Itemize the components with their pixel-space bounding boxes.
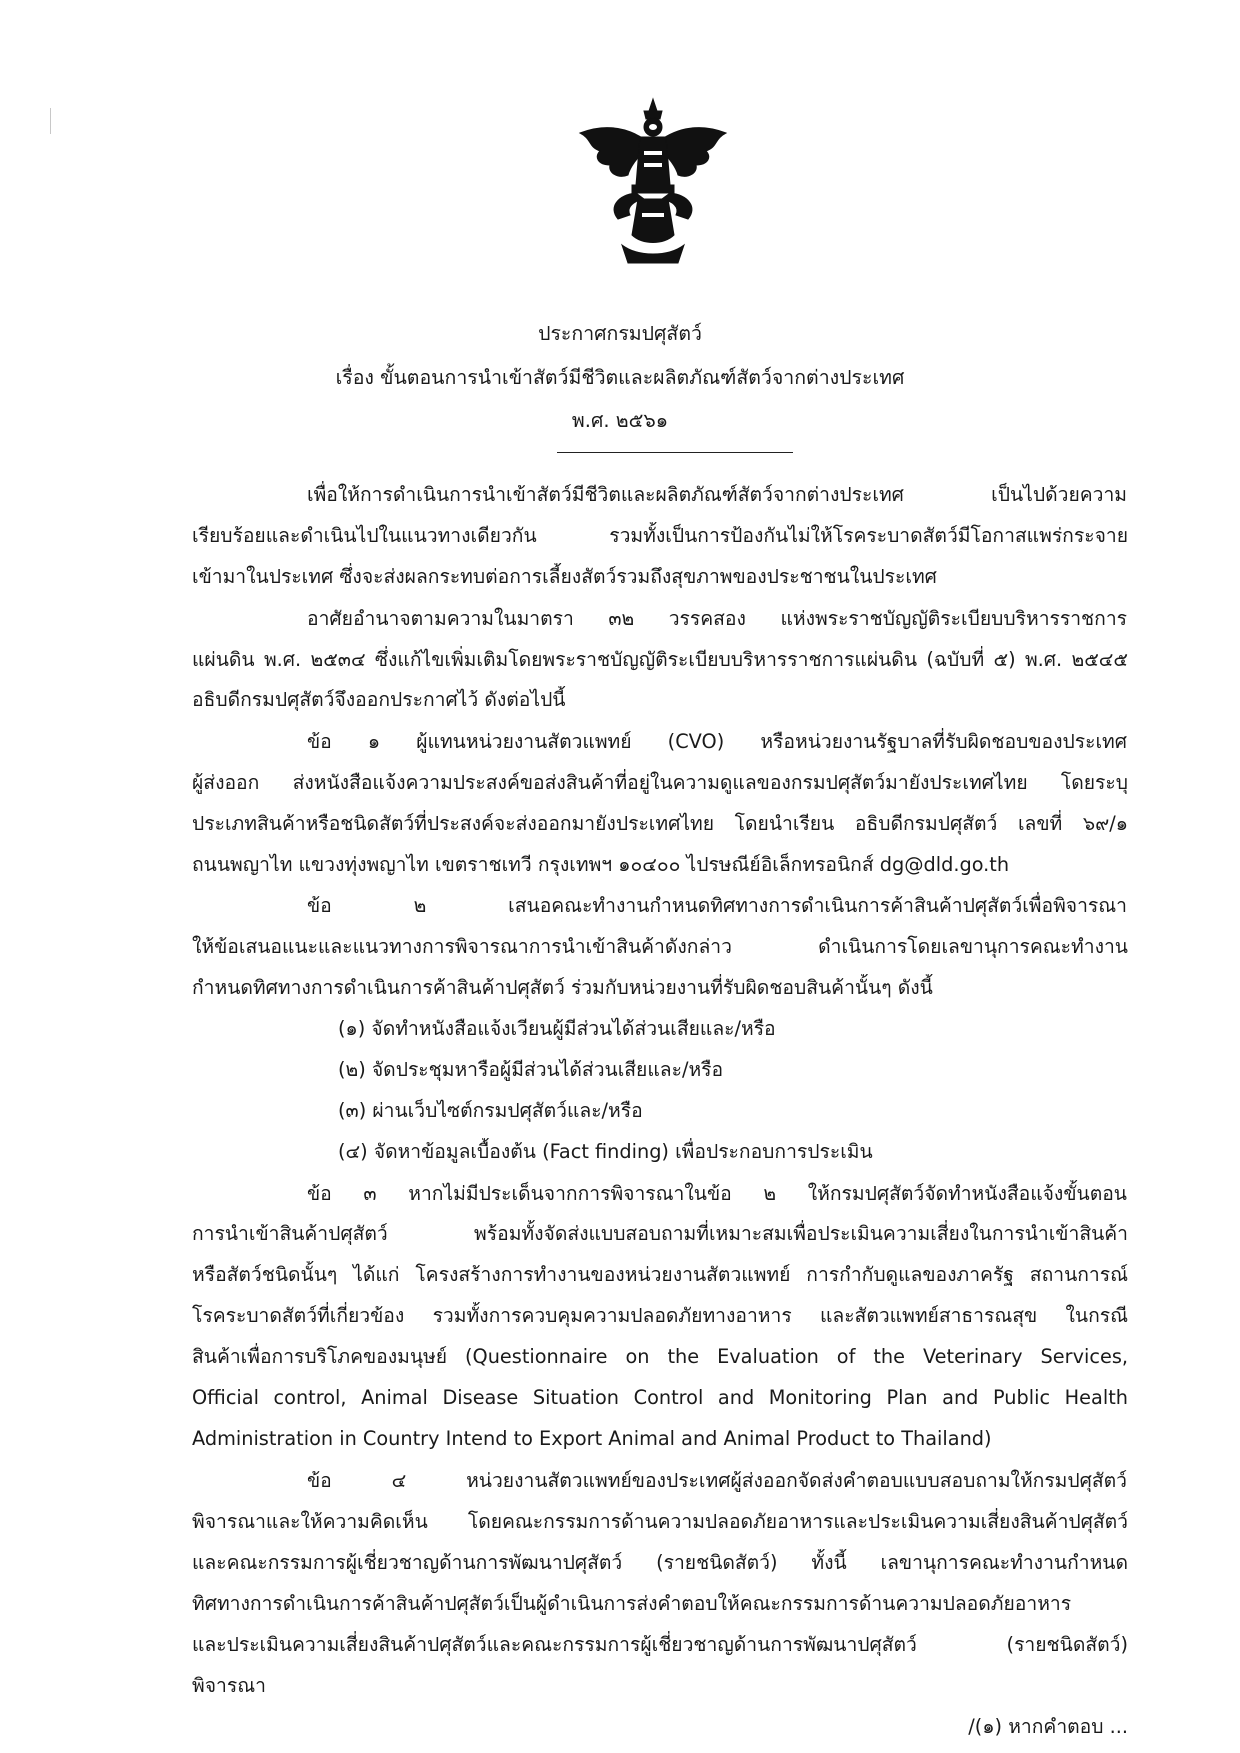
clause-2-line: กำหนดทิศทางการดำเนินการค้าสินค้าปศุสัตว์ ร่วมกับหน่วยงานที่รับผิดชอบสินค้านั้นๆ ดังนี้	[192, 976, 933, 999]
clause-4-line: และประเมินความเสี่ยงสินค้าปศุสัตว์และคณะกรรมการผู้เชี่ยวชาญด้านการพัฒนาปศุสัตว์ (รายชนิดสัตว์)	[192, 1633, 1128, 1656]
clause-4-line: ทิศทางการดำเนินการค้าสินค้าปศุสัตว์เป็นผู้ดำเนินการส่งคำตอบให้คณะกรรมการด้านความปลอดภัยอาหาร	[192, 1592, 1072, 1615]
paragraph-line: เรียบร้อยและดำเนินไปในแนวทางเดียวกัน รวมทั้งเป็นการป้องกันไม่ให้โรคระบาดสัตว์มีโอกาสแพร่กระจาย	[192, 524, 1128, 547]
clause-2-line: ข้อ ๒ เสนอคณะทำงานกำหนดทิศทางการดำเนินการค้าสินค้าปศุสัตว์เพื่อพิจารณา	[307, 894, 1127, 917]
clause-4-line: ข้อ ๔ หน่วยงานสัตวแพทย์ของประเทศผู้ส่งออกจัดส่งคำตอบแบบสอบถามให้กรมปศุสัตว์	[307, 1469, 1127, 1492]
garuda-emblem-icon	[578, 95, 728, 265]
continuation-note: /(๑) หากคำตอบ ...	[968, 1715, 1128, 1738]
clause-4-line: พิจารณา	[192, 1674, 266, 1697]
clause-4-line: และคณะกรรมการผู้เชี่ยวชาญด้านการพัฒนาปศุสัตว์ (รายชนิดสัตว์) ทั้งนี้ เลขานุการคณะทำงานกำหนด	[192, 1551, 1128, 1574]
paragraph-line: เข้ามาในประเทศ ซึ่งจะส่งผลกระทบต่อการเลี้ยงสัตว์รวมถึงสุขภาพของประชาชนในประเทศ	[192, 565, 937, 588]
year-title: พ.ศ. ๒๕๖๑	[571, 409, 669, 432]
clause-1-line: ถนนพญาไท แขวงทุ่งพญาไท เขตราชเทวี กรุงเทพฯ ๑๐๔๐๐ ไปรษณีย์อิเล็กทรอนิกส์ dg@dld.go.th	[192, 853, 1010, 876]
paragraph-line: เพื่อให้การดำเนินการนำเข้าสัตว์มีชีวิตและผลิตภัณฑ์สัตว์จากต่างประเทศ เป็นไปด้วยความ	[307, 483, 1127, 506]
clause-3-line: การนำเข้าสินค้าปศุสัตว์ พร้อมทั้งจัดส่งแบบสอบถามที่เหมาะสมเพื่อประเมินความเสี่ยงในการนำเข้าสินค้า	[192, 1222, 1128, 1245]
clause-3-line: ข้อ ๓ หากไม่มีประเด็นจากการพิจารณาในข้อ ๒ ให้กรมปศุสัตว์จัดทำหนังสือแจ้งขั้นตอน	[307, 1182, 1127, 1205]
clause-3-line: Official control, Animal Disease Situation Control and Monitoring Plan and Public Health	[192, 1386, 1128, 1409]
clause-4-line: พิจารณาและให้ความคิดเห็น โดยคณะกรรมการด้านความปลอดภัยอาหารและประเมินความเสี่ยงสินค้าปศุสัตว์	[192, 1510, 1128, 1533]
list-item: (๒) จัดประชุมหารือผู้มีส่วนได้ส่วนเสียและ/หรือ	[338, 1058, 724, 1081]
clause-3-line: หรือสัตว์ชนิดนั้นๆ ได้แก่ โครงสร้างการทำงานของหน่วยงานสัตวแพทย์ การกำกับดูแลของภาครัฐ สถานการณ์	[192, 1263, 1128, 1286]
clause-3-line: Administration in Country Intend to Export Animal and Animal Product to Thailand)	[192, 1427, 992, 1450]
subject-title: เรื่อง ขั้นตอนการนำเข้าสัตว์มีชีวิตและผลิตภัณฑ์สัตว์จากต่างประเทศ	[335, 366, 905, 389]
clause-3-line: สินค้าเพื่อการบริโภคของมนุษย์ (Questionnaire on the Evaluation of the Veterinary Services,	[192, 1345, 1128, 1368]
paragraph-line: แผ่นดิน พ.ศ. ๒๕๓๔ ซึ่งแก้ไขเพิ่มเติมโดยพระราชบัญญัติระเบียบบริหารราชการแผ่นดิน (ฉบับที่ ๕) พ.ศ. ๒๕๔๕	[192, 648, 1128, 671]
list-item: (๓) ผ่านเว็บไซต์กรมปศุสัตว์และ/หรือ	[338, 1099, 643, 1122]
clause-3-line: โรคระบาดสัตว์ที่เกี่ยวข้อง รวมทั้งการควบคุมความปลอดภัยทางอาหาร และสัตวแพทย์สาธารณสุข ในกรณี	[192, 1304, 1128, 1327]
clause-1-line: ข้อ ๑ ผู้แทนหน่วยงานสัตวแพทย์ (CVO) หรือหน่วยงานรัฐบาลที่รับผิดชอบของประเทศ	[307, 730, 1127, 753]
scan-margin-mark	[50, 108, 51, 134]
clause-2-line: ให้ข้อเสนอแนะและแนวทางการพิจารณาการนำเข้าสินค้าดังกล่าว ดำเนินการโดยเลขานุการคณะทำงาน	[192, 935, 1128, 958]
list-item: (๑) จัดทำหนังสือแจ้งเวียนผู้มีส่วนได้ส่วนเสียและ/หรือ	[338, 1017, 776, 1040]
list-item: (๔) จัดหาข้อมูลเบื้องต้น (Fact finding) เพื่อประกอบการประเมิน	[338, 1140, 873, 1163]
paragraph-line: อาศัยอำนาจตามความในมาตรา ๓๒ วรรคสอง แห่งพระราชบัญญัติระเบียบบริหารราชการ	[307, 607, 1127, 630]
title-divider	[557, 452, 793, 453]
paragraph-line: อธิบดีกรมปศุสัตว์จึงออกประกาศไว้ ดังต่อไปนี้	[192, 688, 566, 711]
clause-1-line: ผู้ส่งออก ส่งหนังสือแจ้งความประสงค์ขอส่งสินค้าที่อยู่ในความดูแลของกรมปศุสัตว์มายังประเทศไทย โดยระบุ	[192, 771, 1128, 794]
issuer-title: ประกาศกรมปศุสัตว์	[538, 322, 702, 345]
clause-1-line: ประเภทสินค้าหรือชนิดสัตว์ที่ประสงค์จะส่งออกมายังประเทศไทย โดยนำเรียน อธิบดีกรมปศุสัตว์ เลขที่ ๖๙/๑	[192, 812, 1128, 835]
